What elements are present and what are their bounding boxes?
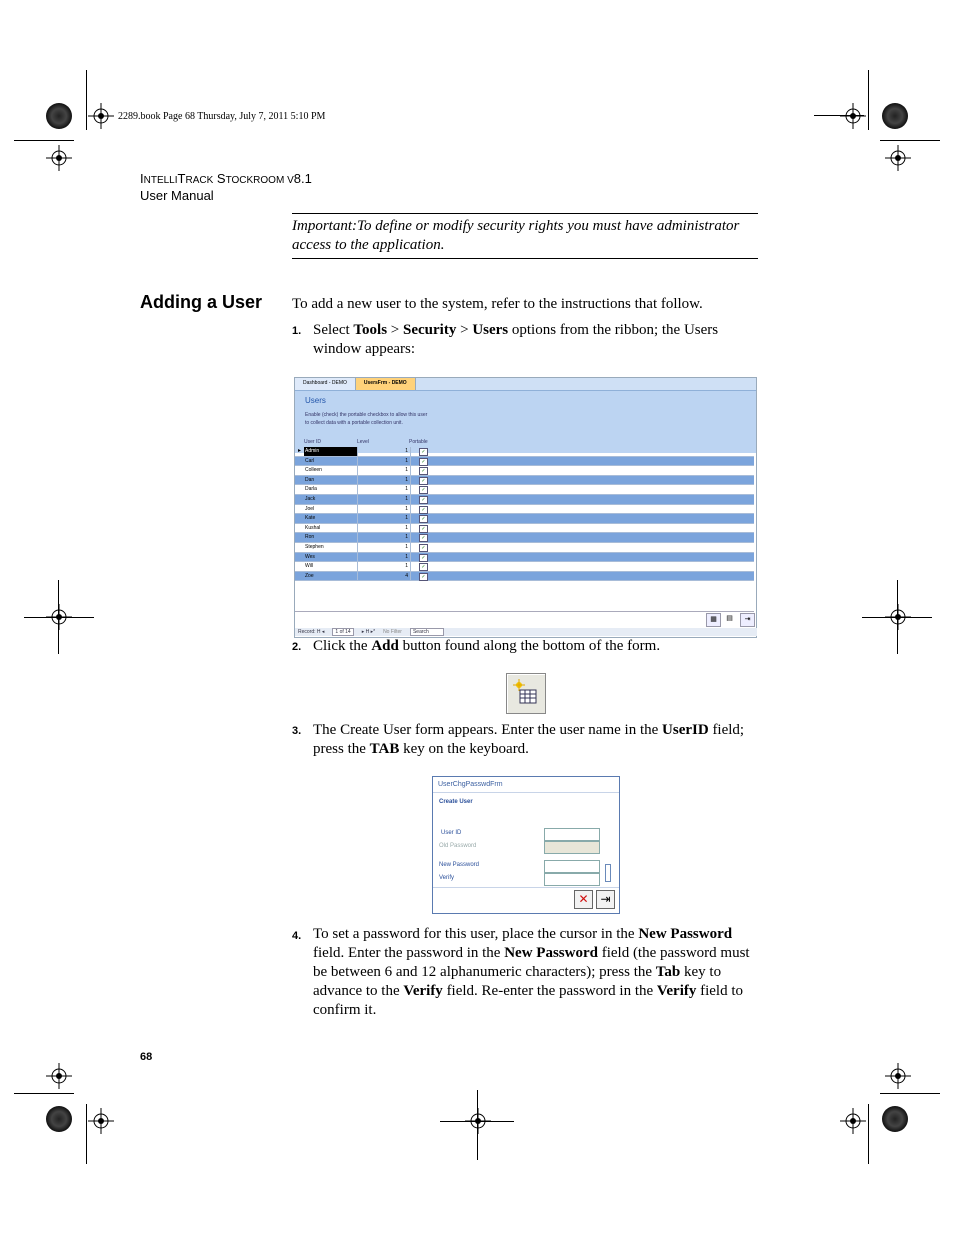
portable-checkbox[interactable]: ✓ — [419, 515, 428, 523]
registration-target-icon — [885, 1063, 911, 1089]
level-cell[interactable]: 1 — [358, 466, 411, 475]
registration-target-icon — [88, 1108, 114, 1134]
user-id-cell[interactable]: Admin — [304, 447, 358, 456]
form-divider — [433, 887, 619, 888]
portable-checkbox[interactable]: ✓ — [419, 534, 428, 542]
user-id-cell[interactable]: Dan — [304, 476, 358, 485]
step-emphasis: Users — [472, 322, 509, 338]
level-cell[interactable]: 4 — [358, 572, 411, 581]
step-text: options from the ribbon; the Users window appears: — [313, 322, 719, 357]
tab-users[interactable]: UsersFrm - DEMO — [356, 378, 416, 390]
level-cell[interactable]: 1 — [358, 476, 411, 485]
table-row[interactable] — [295, 466, 754, 476]
portable-checkbox[interactable]: ✓ — [419, 458, 428, 466]
tab-dashboard[interactable]: Dashboard - DEMO — [295, 378, 356, 390]
level-cell[interactable]: 1 — [358, 495, 411, 504]
user-id-cell[interactable]: Ron — [304, 533, 358, 542]
user-id-cell[interactable]: Carl — [304, 457, 358, 466]
users-form-description: Enable (check) the portable checkbox to allow this user to collect data with a portable collection unit. — [305, 412, 428, 426]
user-id-field[interactable] — [544, 828, 600, 841]
add-record-icon[interactable]: ▦ — [706, 613, 721, 627]
portable-checkbox[interactable]: ✓ — [419, 573, 428, 581]
step-emphasis: UserID — [662, 722, 709, 738]
registration-target-icon — [88, 103, 114, 129]
table-row[interactable] — [295, 524, 754, 534]
users-window — [294, 377, 757, 638]
page-number: 68 — [140, 1051, 153, 1063]
step-emphasis: Tools — [353, 322, 388, 338]
step-number: 1. — [292, 325, 302, 337]
user-id-cell[interactable]: Wes — [304, 553, 358, 562]
record-selector[interactable] — [295, 457, 304, 466]
form-heading: Create User — [439, 799, 473, 805]
create-user-window — [432, 776, 620, 914]
window-title: UserChgPasswdFrm — [433, 777, 619, 793]
column-header-user-id: User ID — [304, 439, 321, 445]
step-4-text — [313, 925, 758, 1020]
table-row[interactable] — [295, 457, 754, 467]
table-row[interactable] — [295, 485, 754, 495]
user-id-cell[interactable]: Kushal — [304, 524, 358, 533]
user-id-cell[interactable]: Stephen — [304, 543, 358, 552]
record-selector[interactable] — [295, 553, 304, 562]
record-nav-label[interactable]: Record: H ◂ — [298, 629, 325, 635]
level-cell[interactable]: 1 — [358, 514, 411, 523]
registration-disc — [882, 103, 908, 129]
table-row[interactable] — [295, 533, 754, 543]
step-3-text — [313, 721, 758, 759]
old-password-field — [544, 841, 600, 854]
step-text: field; press the — [313, 722, 745, 757]
step-text: > — [456, 322, 473, 338]
form-footer — [295, 611, 754, 627]
user-id-cell[interactable]: Colleen — [304, 466, 358, 475]
record-selector[interactable]: ▸ — [297, 448, 301, 454]
step-text: The Create User form appears. Enter the user name in the — [313, 722, 663, 738]
portable-checkbox[interactable]: ✓ — [419, 477, 428, 485]
add-record-icon — [507, 674, 545, 713]
running-head-part: TOCKROOM — [225, 175, 285, 186]
registration-target-icon — [885, 145, 911, 171]
record-selector[interactable] — [295, 476, 304, 485]
portable-checkbox[interactable]: ✓ — [419, 506, 428, 514]
level-cell[interactable]: 1 — [358, 553, 411, 562]
step-number: 3. — [292, 725, 302, 737]
old-password-label: Old Password — [439, 843, 477, 849]
table-row[interactable] — [295, 505, 754, 515]
running-head-part: I — [140, 171, 144, 186]
step-emphasis: New Password — [638, 926, 733, 942]
portable-checkbox[interactable]: ✓ — [419, 448, 428, 456]
registration-target-icon — [46, 1063, 72, 1089]
step-number: 2. — [292, 641, 302, 653]
registration-disc — [46, 103, 72, 129]
record-selector[interactable] — [295, 495, 304, 504]
level-cell[interactable]: 1 — [358, 533, 411, 542]
portable-checkbox[interactable]: ✓ — [419, 544, 428, 552]
user-id-cell[interactable]: Darla — [304, 485, 358, 494]
step-text: key to advance to the — [313, 964, 722, 999]
new-password-label: New Password — [439, 862, 480, 868]
running-head-title — [140, 171, 312, 186]
registration-target-icon — [840, 103, 866, 129]
add-button[interactable] — [506, 673, 546, 714]
step-2-text — [313, 637, 758, 656]
step-text: > — [387, 322, 404, 338]
running-head-part: NTELLI — [143, 175, 178, 186]
step-text: field (the password must be between 6 and 12 alphanumeric characters); press the — [313, 945, 750, 980]
note-rule-bottom — [292, 258, 758, 259]
users-table — [295, 447, 754, 581]
column-header-level: Level — [357, 439, 369, 445]
step-text: field. Re-enter the password in the — [442, 983, 657, 999]
step-text: To set a password for this user, place the cursor in the — [313, 926, 639, 942]
important-note: Important:To define or modify security rights you must have administrator access to the application. — [292, 218, 740, 253]
verify-label: Verify — [439, 875, 455, 881]
record-position[interactable]: 1 of 14 — [332, 628, 353, 636]
record-navigator — [295, 628, 757, 636]
step-text: Select — [313, 322, 354, 338]
record-selector[interactable] — [295, 524, 304, 533]
portable-checkbox[interactable]: ✓ — [419, 467, 428, 475]
report-icon[interactable]: ▤ — [726, 615, 733, 622]
note-rule-top — [292, 213, 758, 214]
table-row[interactable] — [295, 476, 754, 486]
record-selector[interactable] — [295, 466, 304, 475]
step-emphasis: TAB — [369, 741, 400, 757]
exit-button[interactable]: ⇥ — [596, 890, 615, 909]
step-emphasis: Tab — [655, 964, 681, 980]
user-id-cell[interactable]: Kate — [304, 514, 358, 523]
column-headers — [295, 438, 754, 446]
step-emphasis: New Password — [504, 945, 598, 961]
level-cell[interactable]: 1 — [358, 447, 411, 456]
running-head-part: RACK — [185, 175, 214, 186]
table-row[interactable] — [295, 572, 754, 582]
filter-indicator[interactable]: No Filter — [383, 629, 402, 635]
column-header-portable: Portable — [409, 439, 428, 445]
new-password-field[interactable] — [544, 860, 600, 873]
record-selector[interactable] — [295, 505, 304, 514]
level-cell[interactable]: 1 — [358, 457, 411, 466]
record-nav-controls[interactable]: ▸ H ▸* — [361, 629, 376, 635]
step-text: field. Enter the password in the — [313, 945, 505, 961]
level-cell[interactable]: 1 — [358, 543, 411, 552]
registration-target-icon — [46, 145, 72, 171]
users-form-title: Users — [305, 396, 326, 405]
record-selector[interactable] — [295, 562, 304, 571]
step-1-text — [313, 321, 758, 359]
record-selector[interactable] — [295, 543, 304, 552]
portable-checkbox[interactable]: ✓ — [419, 496, 428, 504]
table-row[interactable] — [295, 562, 754, 572]
step-emphasis: Verify — [403, 983, 443, 999]
portable-checkbox[interactable]: ✓ — [419, 525, 428, 533]
section-heading: Adding a User — [140, 292, 263, 312]
level-cell[interactable]: 1 — [358, 524, 411, 533]
step-emphasis: Security — [403, 322, 457, 338]
record-selector[interactable] — [295, 514, 304, 523]
print-header: 2289.book Page 68 Thursday, July 7, 2011 5:10 PM — [118, 111, 326, 122]
level-cell[interactable]: 1 — [358, 562, 411, 571]
cancel-button[interactable]: ✕ — [574, 890, 593, 909]
user-id-cell[interactable]: Will — [304, 562, 358, 571]
search-box[interactable]: Search — [410, 628, 444, 636]
running-head-part: V — [284, 175, 294, 186]
record-selector[interactable] — [295, 485, 304, 494]
portable-checkbox[interactable]: ✓ — [419, 554, 428, 562]
exit-icon[interactable]: ⇥ — [740, 613, 755, 627]
running-head-version: 8.1 — [293, 171, 312, 186]
step-text: button found along the bottom of the form. — [398, 638, 661, 654]
record-selector[interactable] — [295, 572, 304, 581]
table-row[interactable] — [295, 495, 754, 505]
record-selector[interactable] — [295, 533, 304, 542]
step-emphasis: Add — [371, 638, 399, 654]
portable-checkbox[interactable]: ✓ — [419, 486, 428, 494]
running-head-subtitle: User Manual — [140, 188, 214, 203]
table-row[interactable] — [295, 514, 754, 524]
verify-field[interactable] — [544, 873, 600, 886]
table-row[interactable] — [295, 553, 754, 563]
level-cell[interactable]: 1 — [358, 485, 411, 494]
user-id-cell[interactable]: Jack — [304, 495, 358, 504]
document-tabs — [295, 378, 756, 391]
step-text: key on the keyboard. — [399, 741, 529, 757]
running-head-part: T — [177, 171, 186, 186]
level-cell[interactable]: 1 — [358, 505, 411, 514]
registration-disc — [46, 1106, 72, 1132]
step-text: Click the — [313, 638, 372, 654]
step-emphasis: Verify — [656, 983, 697, 999]
scroll-indicator — [605, 864, 611, 882]
table-row[interactable] — [295, 543, 754, 553]
registration-disc — [882, 1106, 908, 1132]
user-id-cell[interactable]: Zoe — [304, 572, 358, 581]
intro-paragraph: To add a new user to the system, refer to the instructions that follow. — [292, 296, 703, 312]
portable-checkbox[interactable]: ✓ — [419, 563, 428, 571]
step-number: 4. — [292, 930, 302, 942]
user-id-label: User ID — [441, 830, 462, 836]
user-id-cell[interactable]: Joel — [304, 505, 358, 514]
table-row[interactable] — [295, 447, 754, 457]
running-head-part: S — [216, 171, 226, 186]
registration-target-icon — [840, 1108, 866, 1134]
step-text: field to confirm it. — [313, 983, 744, 1018]
